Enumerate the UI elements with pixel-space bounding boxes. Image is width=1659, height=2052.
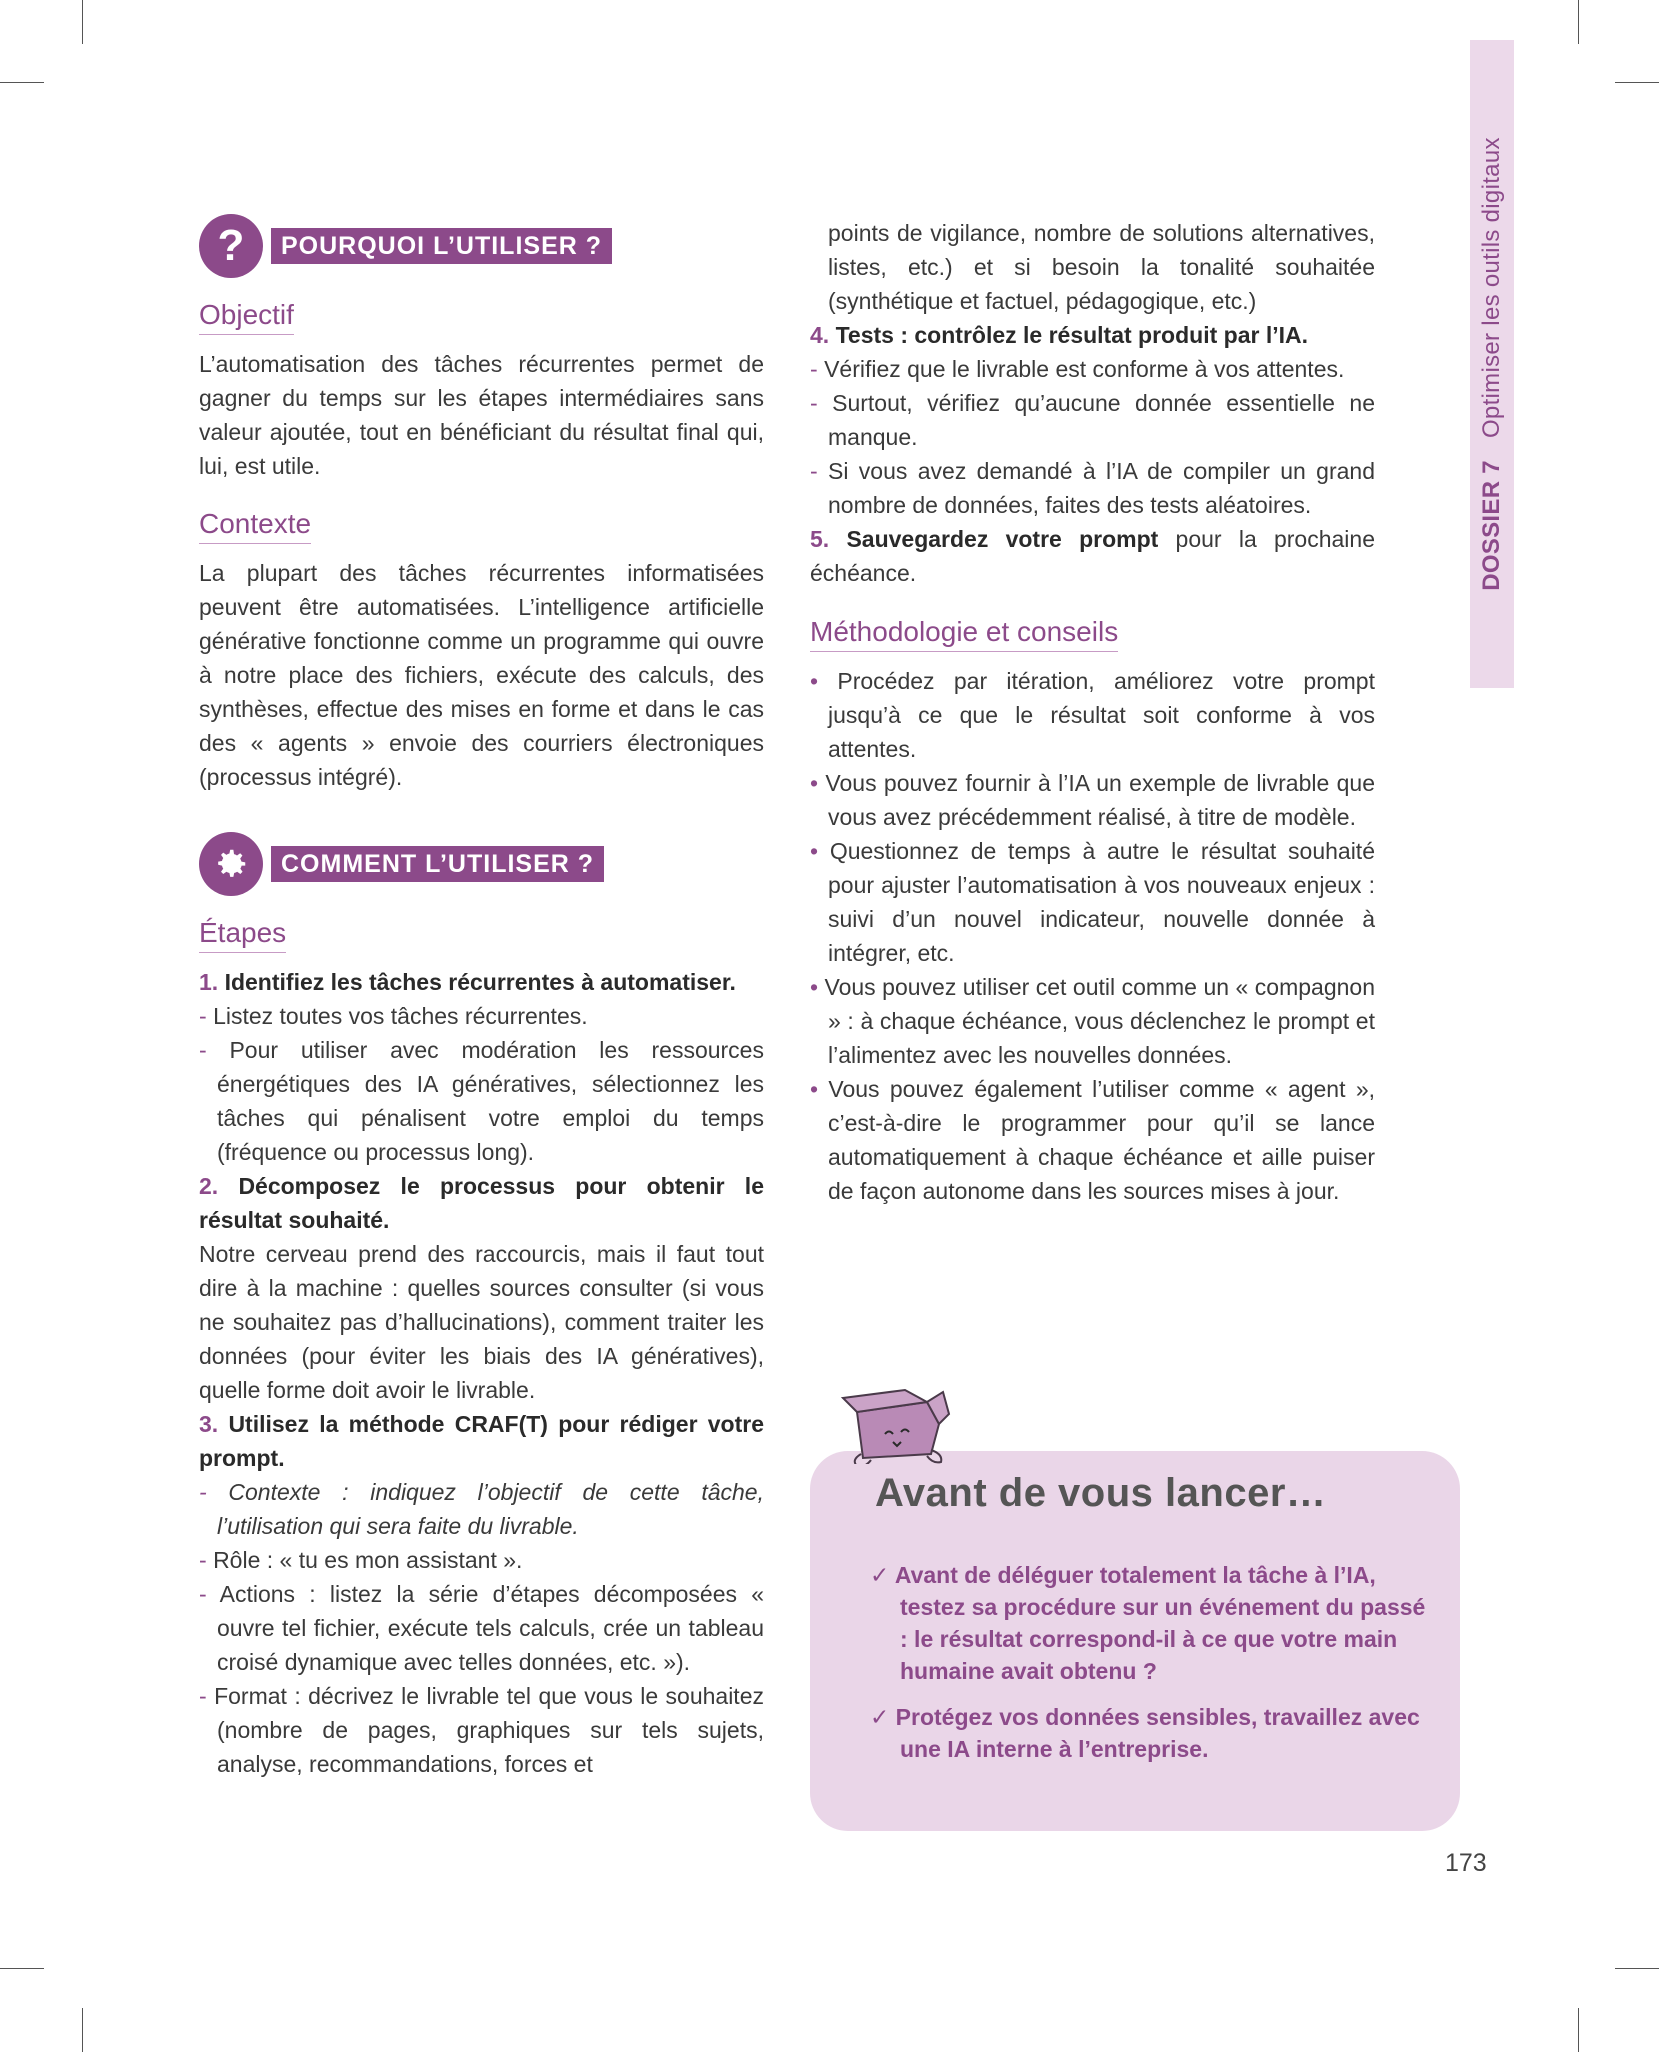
methodo-item: • Procédez par itération, améliorez votre prompt jusqu’à ce que le résultat soit conforme à vos attentes.	[810, 664, 1375, 766]
crop-mark	[1578, 0, 1579, 44]
step-2-text: Notre cerveau prend des raccourcis, mais il faut tout dire à la machine : quelles sources consulter (si vous ne souhaitez pas d’hallucinations), comment traiter les données (pour éviter les biais des IA génératives), quelle forme doit avoir le livrable.	[199, 1241, 764, 1403]
section-pourquoi-title: POURQUOI L’UTILISER ?	[271, 228, 612, 264]
box-mascot-icon	[835, 1384, 955, 1464]
callout-title: Avant de vous lancer…	[875, 1471, 1327, 1515]
step-4-item: - Vérifiez que le livrable est conforme à vos attentes.	[810, 352, 1375, 386]
contexte-text: La plupart des tâches récurrentes informatisées peuvent être automatisées. L’intelligence artificielle générative fonctionne comme un programme qui ouvre à notre place des fichiers, exécute des calculs, des synthèses, effectue des mises en forme et dans le cas des « agents » envoie des courriers électroniques (processus intégré).	[199, 560, 764, 790]
page-number: 173	[1445, 1849, 1487, 1877]
dossier-label: DOSSIER 7	[1478, 460, 1505, 591]
step-3-continued: points de vigilance, nombre de solutions alternatives, listes, etc.) et si besoin la tonalité souhaitée (synthétique et factuel, pédagogique, etc.)	[828, 220, 1375, 314]
step-1: 1. Identifiez les tâches récurrentes à automatiser.	[199, 969, 736, 995]
callout-list	[870, 1559, 1430, 1779]
step-3: 3. Utilisez la méthode CRAF(T) pour rédiger votre prompt.	[199, 1411, 764, 1471]
methodo-item: • Vous pouvez utiliser cet outil comme un « compagnon » : à chaque échéance, vous déclenchez le prompt et l’alimentez avec les nouvelles données.	[810, 970, 1375, 1072]
step-3-item: - Format : décrivez le livrable tel que vous le souhaitez (nombre de pages, graphiques sur tels sujets, analyse, recommandations, forces et	[199, 1679, 764, 1781]
chapter-side-tab	[1470, 40, 1514, 688]
section-comment-header	[199, 832, 604, 896]
step-3-item: - Actions : listez la série d’étapes décomposées « ouvre tel fichier, exécute tels calculs, crée un tableau croisé dynamique avec telles données, etc. »).	[199, 1577, 764, 1679]
gear-icon	[199, 832, 263, 896]
step-4: 4. Tests : contrôlez le résultat produit par l’IA.	[810, 322, 1308, 348]
methodo-item: • Questionnez de temps à autre le résultat souhaité pour ajuster l’automatisation à vos nouveaux enjeux : suivi d’un nouvel indicateur, nouvelle donnée à intégrer, etc.	[810, 834, 1375, 970]
step-1-item: - Pour utiliser avec modération les ressources énergétiques des IA génératives, sélectionnez les tâches qui pénalisent votre emploi du temps (fréquence ou processus long).	[199, 1033, 764, 1169]
crop-mark	[1615, 1968, 1659, 1969]
contexte-heading: Contexte	[199, 507, 311, 544]
question-mark-icon: ?	[199, 214, 263, 278]
step-2: 2. Décomposez le processus pour obtenir le résultat souhaité.	[199, 1173, 764, 1233]
crop-mark	[1578, 2008, 1579, 2052]
etapes-heading: Étapes	[199, 916, 286, 953]
section-pourquoi-header	[199, 214, 612, 278]
crop-mark	[82, 0, 83, 44]
methodo-heading: Méthodologie et conseils	[810, 615, 1118, 652]
step-1-item: - Listez toutes vos tâches récurrentes.	[199, 999, 764, 1033]
dossier-subject: Optimiser les outils digitaux	[1478, 137, 1505, 439]
step-3-item: - Rôle : « tu es mon assistant ».	[199, 1543, 764, 1577]
objectif-text: L’automatisation des tâches récurrentes permet de gagner du temps sur les étapes intermédiaires sans valeur ajoutée, tout en bénéficiant du résultat final qui, lui, est utile.	[199, 351, 764, 479]
avant-de-vous-lancer-box	[810, 1451, 1460, 1831]
methodo-item: • Vous pouvez fournir à l’IA un exemple de livrable que vous avez précédemment réalisé, à titre de modèle.	[810, 766, 1375, 834]
callout-item: ✓ Protégez vos données sensibles, travaillez avec une IA interne à l’entreprise.	[870, 1701, 1430, 1765]
step-5: 5. Sauvegardez votre prompt pour la prochaine échéance.	[810, 526, 1375, 586]
etapes-content-continued	[810, 216, 1375, 590]
crop-mark	[82, 2008, 83, 2052]
crop-mark	[1615, 82, 1659, 83]
crop-mark	[0, 82, 44, 83]
step-4-item: - Surtout, vérifiez qu’aucune donnée essentielle ne manque.	[810, 386, 1375, 454]
section-comment-title: COMMENT L’UTILISER ?	[271, 846, 604, 882]
step-4-item: - Si vous avez demandé à l’IA de compiler un grand nombre de données, faites des tests aléatoires.	[810, 454, 1375, 522]
methodo-list	[810, 664, 1375, 1208]
step-3-item: - Contexte : indiquez l’objectif de cette tâche, l’utilisation qui sera faite du livrable.	[199, 1475, 764, 1543]
methodo-item: • Vous pouvez également l’utiliser comme « agent », c’est-à-dire le programmer pour qu’il se lance automatiquement à chaque échéance et aille puiser de façon autonome dans les sources mises à jour.	[810, 1072, 1375, 1208]
callout-item: ✓ Avant de déléguer totalement la tâche à l’IA, testez sa procédure sur un événement du passé : le résultat correspond-il à ce que votre main humaine avait obtenu ?	[870, 1559, 1430, 1687]
etapes-content	[199, 965, 764, 1781]
crop-mark	[0, 1968, 44, 1969]
objectif-heading: Objectif	[199, 298, 294, 335]
